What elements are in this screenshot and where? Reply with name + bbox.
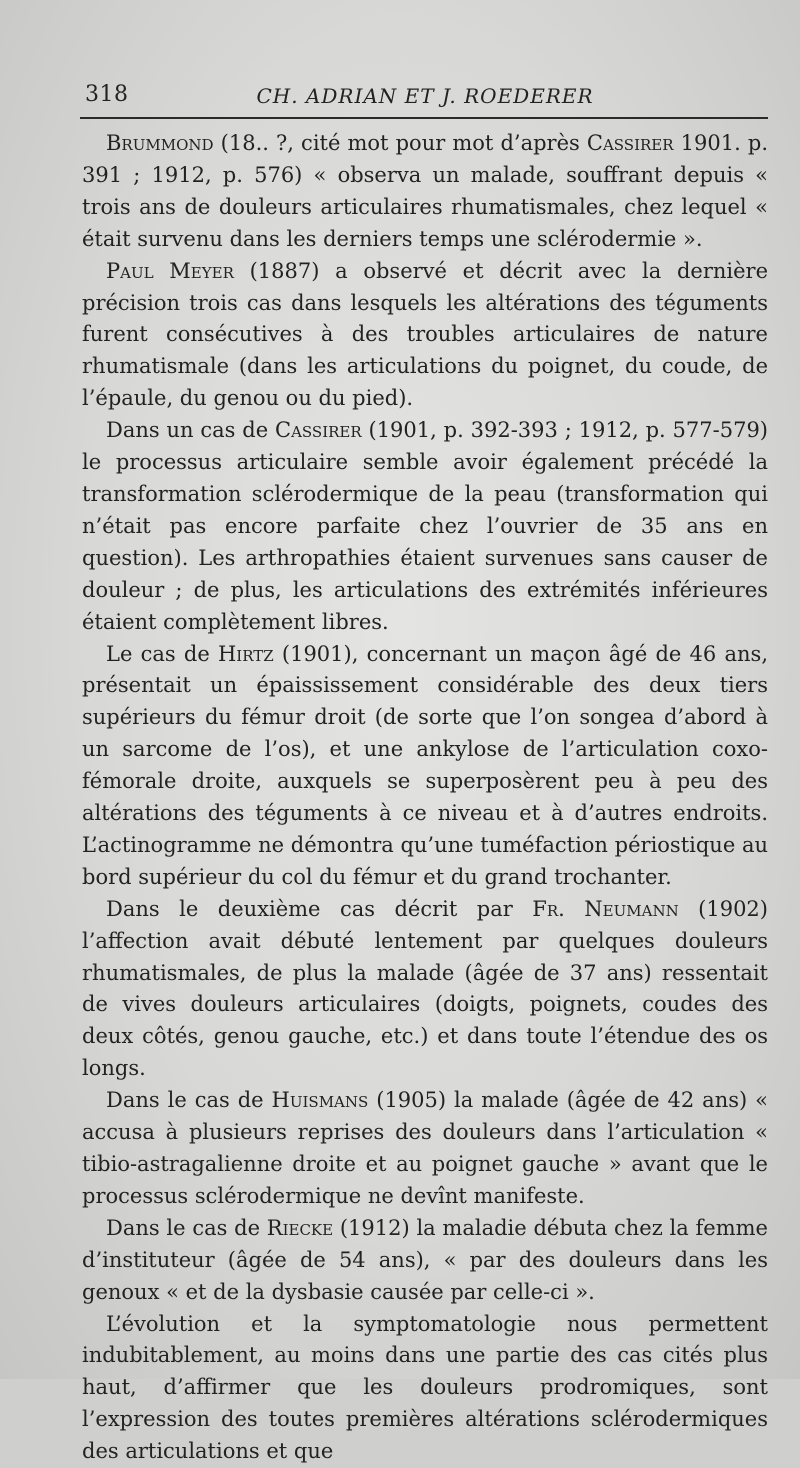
author-name: Riecke <box>266 1215 334 1240</box>
paragraph-text: 1901. p. 391 ; 1912, p. 576) « observa un malade, souffrant depuis « trois ans de douleurs articulaires rhumatismales, chez lequel « était survenu dans les derniers temps une sclérodermie ». <box>82 131 768 251</box>
paragraph-meyer <box>82 256 768 416</box>
paragraph-neumann <box>82 894 768 1085</box>
header-rule <box>80 117 768 119</box>
author-name: Paul Meyer <box>106 258 234 283</box>
paragraph-text: (1902) l’affection avait débuté lentement par quelques douleurs rhumatismales, de plus la malade (âgée de 37 ans) ressentait de vives douleurs articulaires (doigts, poignets, coudes des deux côtés, genou gauche, etc.) et dans toute l’étendue des os longs. <box>82 896 768 1081</box>
paragraph-cassirer <box>82 415 768 638</box>
page-header <box>85 82 765 112</box>
paragraph-text: (18.. ?, cité mot pour mot d’après <box>213 131 587 155</box>
author-name: Fr. Neumann <box>532 896 679 921</box>
paragraph-brummond <box>82 128 768 256</box>
author-name: Cassirer <box>275 418 362 443</box>
page-number: 318 <box>85 82 129 107</box>
author-name: Huismans <box>271 1088 369 1113</box>
author-name: Hirtz <box>217 641 274 666</box>
paragraph-text: (1901, p. 392-393 ; 1912, p. 577-579) le processus articulaire semble avoir également précédé la transformation sclérodermique de la peau (transformation qui n’était pas encore parfaite chez l’ouvrier de 35 ans en question). Les arthropathies étaient survenues sans causer de douleur ; de plus, les articulations des extrémités inférieures étaient complètement libres. <box>82 418 768 634</box>
paragraph-evolution <box>82 1309 768 1468</box>
paragraph-text: Dans le cas de <box>106 1088 272 1113</box>
author-name: Brummond <box>106 131 214 155</box>
author-name: Cassirer <box>586 131 674 155</box>
paragraph-text: (1887) a observé et décrit avec la dernière précision trois cas dans lesquels les altérations des téguments furent consécutives à des troubles articulaires de nature rhumatismale (dans les articulations du poignet, du coude, de l’épaule, du genou ou du pied). <box>82 258 769 411</box>
paragraph-hirtz <box>82 639 768 894</box>
paragraph-text: Dans le cas de <box>106 1215 267 1240</box>
paragraph-text: (1901), concernant un maçon âgé de 46 ans, présentait un épaississement considérable des deux tiers supérieurs du fémur droit (de sorte que l’on songea d’abord à un sarcome de l’os), et une ankylose de l’articulation coxo-fémorale droite, auxquels se superposèrent peu à peu des altérations des téguments à ce niveau et à d’autres endroits. L’actinogramme ne démontra qu’une tuméfaction périostique au bord supérieur du col du fémur et du grand trochanter. <box>82 641 768 889</box>
paragraph-riecke <box>82 1213 768 1309</box>
body-text <box>82 128 768 1468</box>
paragraph-text: Dans le deuxième cas décrit par <box>106 896 533 921</box>
paragraph-huismans <box>82 1085 768 1213</box>
paragraph-text: Dans un cas de <box>106 418 275 443</box>
paragraph-text: (1905) la malade (âgée de 42 ans) « accusa à plusieurs reprises des douleurs dans l’articulation « tibio-astragalienne droite et au poignet gauche » avant que le processus sclérodermique ne devînt manifeste. <box>82 1088 768 1208</box>
paragraph-text: L’évolution et la symptomatologie nous permettent indubitablement, au moins dans une partie des cas cités plus haut, d’affirmer que les douleurs prodromiques, sont l’expression des toutes premières altérations sclérodermiques des articulations et que <box>82 1311 768 1464</box>
paragraph-text: Le cas de <box>106 641 218 666</box>
paragraph-text: (1912) la maladie débuta chez la femme d’instituteur (âgée de 54 ans), « par des douleurs dans les genoux « et de la dysbasie causée par celle-ci ». <box>82 1215 768 1304</box>
running-head: CH. ADRIAN ET J. ROEDERER <box>256 84 594 108</box>
